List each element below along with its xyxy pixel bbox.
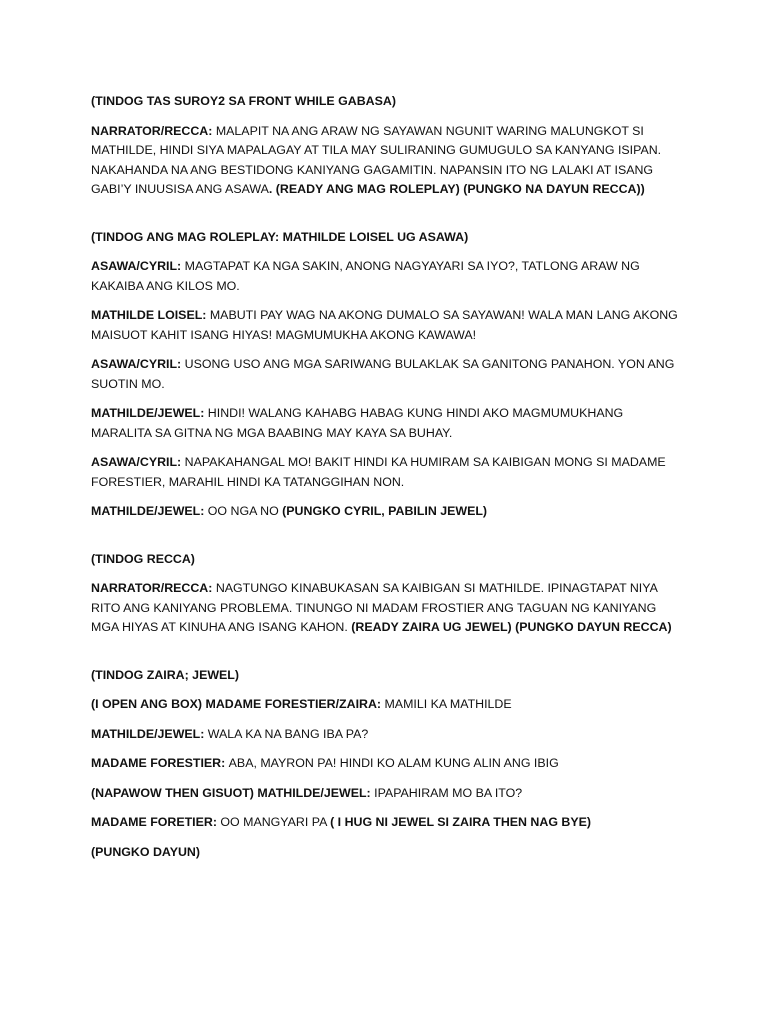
script-paragraph (91, 257, 686, 296)
bold-run: (PUNGKO DAYUN) (91, 844, 200, 859)
bold-run: (TINDOG ZAIRA; JEWEL) (91, 667, 239, 682)
paragraph-spacer (91, 532, 686, 550)
bold-run: NARRATOR/RECCA: (91, 123, 216, 138)
bold-run: (TINDOG TAS SUROY2 SA FRONT WHILE GABASA) (91, 94, 396, 108)
script-paragraph (91, 92, 686, 112)
bold-run: MATHILDE/JEWEL: (91, 406, 208, 420)
script-paragraph (91, 122, 686, 200)
bold-run: ASAWA/CYRIL: (91, 357, 185, 371)
bold-run: . (READY ANG MAG ROLEPLAY) (PUNGKO NA DAYUN RECCA)) (268, 182, 645, 196)
bold-run: (I OPEN ANG BOX) MADAME FORESTIER/ZAIRA: (91, 697, 385, 711)
script-paragraph (91, 355, 686, 394)
paragraph-spacer (91, 210, 686, 228)
script-paragraph (91, 404, 686, 443)
script-paragraph (91, 695, 686, 715)
text-run: WALA KA NA BANG IBA PA? (207, 726, 369, 741)
script-paragraph (91, 813, 686, 833)
text-run: ABA, MAYRON PA! HINDI KO ALAM KUNG ALIN ANG IBIG (228, 756, 559, 770)
bold-run: (PUNGKO CYRIL, PABILIN JEWEL) (282, 504, 488, 518)
script-paragraph (91, 666, 686, 686)
text-run: NAGTUNGO KINABUKASAN SA KAIBIGAN SI MATHILDE. IPINAGTAPAT NIYA RITO ANG KANIYANG PROBLEMA. TINUNGO NI MADAM FROSTIER ANG TAGUAN NG KANIYANG MGA HIYAS AT KINUHA ANG ISANG KAHON. (91, 581, 658, 634)
bold-run: ASAWA/CYRIL: (91, 455, 185, 469)
script-paragraph (91, 725, 686, 745)
bold-run: (TINDOG RECCA) (91, 551, 195, 566)
text-run: NAPAKAHANGAL MO! BAKIT HINDI KA HUMIRAM SA KAIBIGAN MONG SI MADAME FORESTIER, MARAHIL HINDI KA TATANGGIHAN NON. (91, 455, 666, 489)
bold-run: MADAME FORESTIER: (91, 756, 229, 770)
script-paragraph (91, 502, 686, 522)
script-paragraph (91, 228, 686, 248)
script-paragraph (91, 579, 686, 638)
bold-run: (NAPAWOW THEN GISUOT) MATHILDE/JEWEL: (91, 785, 375, 800)
text-run: IPAPAHIRAM MO BA ITO? (374, 785, 523, 800)
text-run: MAMILI KA MATHILDE (384, 697, 512, 711)
script-paragraph (91, 754, 686, 774)
script-paragraph (91, 306, 686, 345)
bold-run: MATHILDE/JEWEL: (91, 726, 208, 741)
text-run: USONG USO ANG MGA SARIWANG BULAKLAK SA GANITONG PANAHON. YON ANG SUOTIN MO. (91, 357, 675, 391)
text-run: HINDI! WALANG KAHABG HABAG KUNG HINDI AKO MAGMUMUKHANG MARALITA SA GITNA NG MGA BAABING MAY KAYA SA BUHAY. (91, 406, 624, 440)
bold-run: MADAME FORETIER: (91, 815, 221, 829)
script-paragraph (91, 453, 686, 492)
bold-run: NARRATOR/RECCA: (91, 581, 216, 595)
bold-run: ( I HUG NI JEWEL SI ZAIRA THEN NAG BYE) (330, 815, 592, 829)
bold-run: (READY ZAIRA UG JEWEL) (PUNGKO DAYUN RECCA) (351, 620, 672, 634)
bold-run: MATHILDE/JEWEL: (91, 504, 208, 518)
bold-run: (TINDOG ANG MAG ROLEPLAY: MATHILDE LOISEL UG ASAWA) (91, 229, 469, 244)
text-run: OO MANGYARI PA (220, 815, 331, 829)
script-paragraph (91, 550, 686, 570)
bold-run: MATHILDE LOISEL: (91, 308, 210, 322)
bold-run: ASAWA/CYRIL: (91, 259, 185, 273)
text-run: MALAPIT NA ANG ARAW NG SAYAWAN NGUNIT WARING MALUNGKOT SI MATHILDE, HINDI SIYA MAPALAGAY AT TILA MAY SULIRANING GUMUGULO SA KANYANG ISIPAN. NAKAHANDA NA ANG BESTIDONG KANIYANG GAGAMITIN. NAPANSIN ITO NG LALAKI AT ISANG GABI’Y INUUSISA ANG ASAWA (91, 123, 662, 196)
text-run: OO NGA NO (207, 504, 283, 518)
script-paragraph (91, 843, 686, 863)
script-text (91, 92, 686, 872)
text-run: MAGTAPAT KA NGA SAKIN, ANONG NAGYAYARI SA IYO?, TATLONG ARAW NG KAKAIBA ANG KILOS MO. (91, 259, 640, 293)
script-paragraph (91, 784, 686, 804)
paragraph-spacer (91, 648, 686, 666)
text-run: MABUTI PAY WAG NA AKONG DUMALO SA SAYAWAN! WALA MAN LANG AKONG MAISUOT KAHIT ISANG HIYAS! MAGMUMUKHA AKONG KAWAWA! (91, 308, 678, 342)
